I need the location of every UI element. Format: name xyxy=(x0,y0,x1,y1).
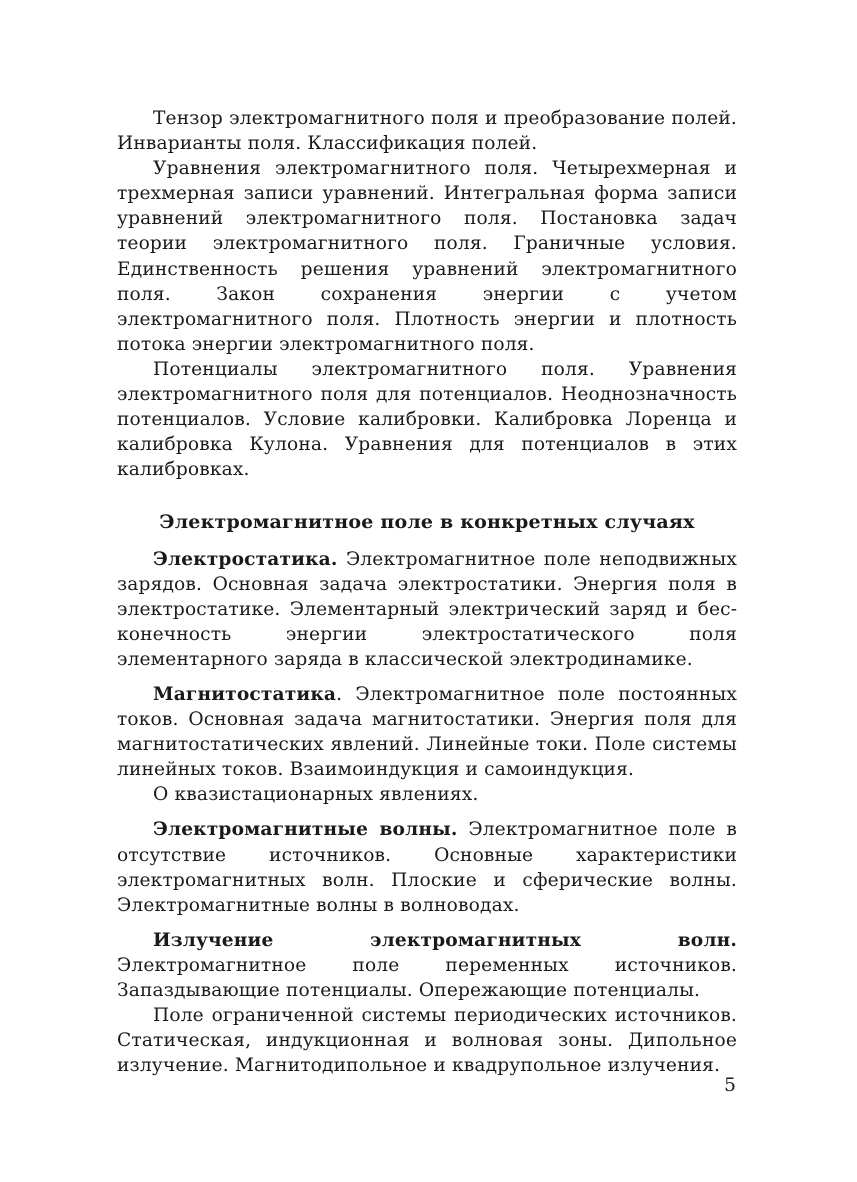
paragraph-field-equations: Уравнения электромагнитного поля. Четырехмерная и трехмерная записи уравнений. Интегральная форма записи уравнений электромагнитного поля. Постановка задач теории электромагнитного поля. Граничные условия. Единственность решения уравнений электромагнитного поля. Закон сохранения энергии с учетом электромагнитного поля. Плотность энергии и плотность потока энергии электромагнитного поля. xyxy=(117,158,737,355)
section-heading: Электромагнитное поле в конкретных случаях xyxy=(159,511,695,534)
waves-title: Электромагнитные волны. xyxy=(153,819,458,841)
paragraph-periodic-sources: Поле ограниченной системы периодических источников. Статическая, индукционная и волновая зоны. Дипольное излучение. Магнитодипольное и квадрупольное излучения. xyxy=(117,1005,737,1077)
paragraph-tensor: Тензор электромагнитного поля и преобразование полей. Инварианты поля. Классификация полей. xyxy=(117,108,737,155)
page-number: 5 xyxy=(724,1075,736,1096)
electrostatics-text: Электромагнитное поле неподвижных зарядов. Основная задача электростатики. Энергия поля в электростатике. Элементарный электрический заряд и бесконечность энергии электростатического поля элементарного заряда в классической электродинамике. xyxy=(117,548,737,670)
waves-text: Электромагнитное поле в отсутствие источников. Основные характеристики электромагнитных волн. Плоские и сферические волны. Электромагнитные волны в волноводах. xyxy=(117,819,737,916)
paragraph-electrostatics xyxy=(117,547,737,672)
magnetostatics-text: . Электромагнитное поле постоянных токов. Основная задача магнитостатики. Энергия поля для магнитостатических явлений. Линейные токи. Поле системы линейных токов. Взаимоиндукция и самоиндукция. xyxy=(117,683,737,781)
document-page xyxy=(117,106,737,1078)
paragraph-waves xyxy=(117,817,737,917)
radiation-title: Излучение электромагнитных волн. xyxy=(153,929,737,951)
paragraph-radiation xyxy=(117,928,737,1003)
magnetostatics-title: Магнитостатика xyxy=(153,683,337,705)
radiation-text: Электромагнитное поле переменных источников. Запаздывающие потенциалы. Опережающие потенциалы. xyxy=(117,954,737,1001)
electrostatics-title: Электростатика. xyxy=(153,548,338,570)
paragraph-magnetostatics xyxy=(117,682,737,782)
paragraph-potentials: Потенциалы электромагнитного поля. Уравнения электромагнитного поля для потенциалов. Неоднозначность потенциалов. Условие калибровки. Калибровка Лоренца и калибровка Кулона. Уравнения для потенциалов в этих калибровках. xyxy=(117,358,737,481)
paragraph-quasistationary: О квазистационарных явлениях. xyxy=(153,784,479,806)
